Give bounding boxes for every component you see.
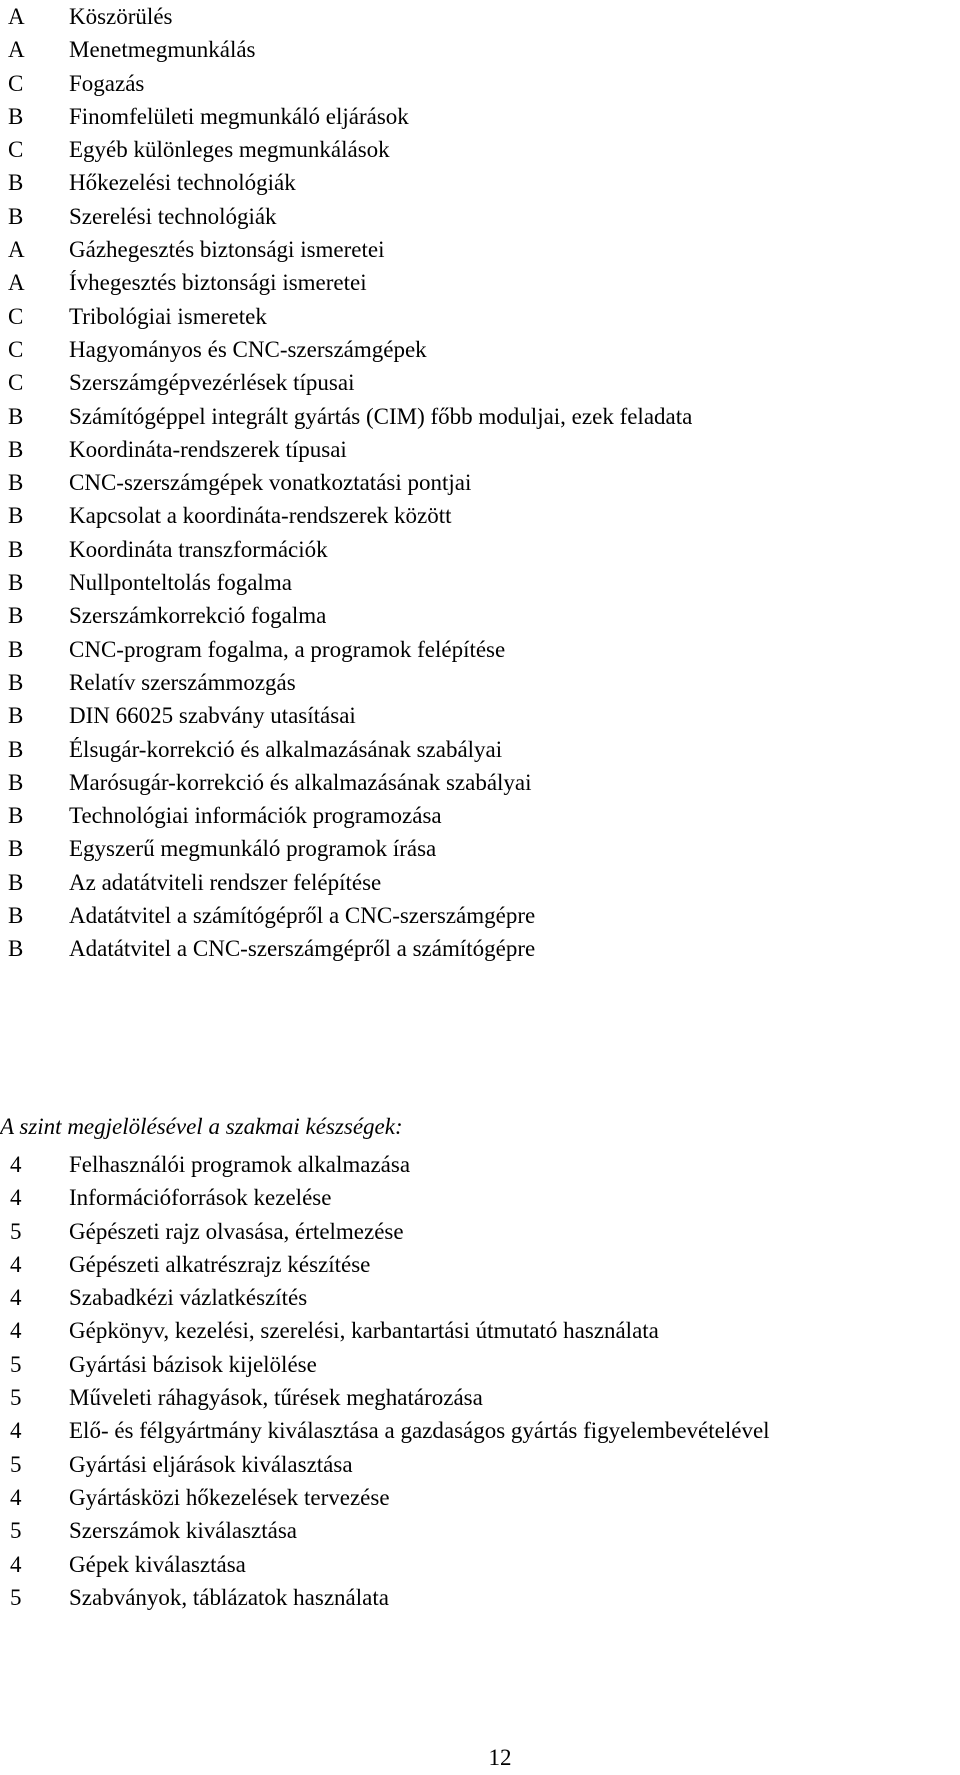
skill-text: Szabadkézi vázlatkészítés	[69, 1285, 308, 1311]
skill-row	[0, 1381, 960, 1414]
skill-text: Gyártási eljárások kiválasztása	[69, 1451, 353, 1477]
skill-row	[0, 1314, 960, 1347]
topic-row	[0, 699, 960, 732]
skill-text: Felhasználói programok alkalmazása	[69, 1152, 411, 1177]
topic-row	[0, 33, 960, 66]
topic-row	[0, 366, 960, 399]
skill-level: 4	[10, 1418, 22, 1444]
topic-row	[0, 466, 960, 499]
topic-row	[0, 633, 960, 666]
topic-level: A	[8, 4, 25, 29]
topic-row	[0, 533, 960, 566]
page-number: 12	[488, 1745, 512, 1770]
topic-level: A	[8, 237, 25, 263]
skill-row	[0, 1281, 960, 1314]
topic-level: B	[8, 836, 24, 862]
topic-row	[0, 599, 960, 632]
skill-text: Elő- és félgyártmány kiválasztása a gazdaságos gyártás figyelembevételével	[69, 1418, 770, 1444]
skill-level: 5	[10, 1518, 22, 1544]
topic-text: Fogazás	[69, 70, 145, 96]
skill-row	[0, 1414, 960, 1447]
skills-list	[0, 1148, 960, 1614]
topic-level: A	[8, 270, 25, 296]
topic-row	[0, 0, 960, 33]
topic-text: Nullponteltolás fogalma	[69, 570, 292, 596]
topic-text: Finomfelületi megmunkáló eljárások	[69, 103, 409, 129]
topic-text: Adatátvitel a számítógépről a CNC-szerszámgépre	[69, 903, 536, 929]
skill-text: Gépészeti rajz olvasása, értelmezése	[69, 1218, 404, 1244]
topic-level: B	[8, 869, 24, 895]
skill-level: 5	[10, 1385, 22, 1411]
topic-text: DIN 66025 szabvány utasításai	[69, 703, 356, 729]
topic-text: Szerelési technológiák	[69, 203, 277, 229]
skill-row	[0, 1481, 960, 1514]
topic-text: Koordináta-rendszerek típusai	[69, 436, 347, 462]
skill-level: 4	[10, 1551, 22, 1577]
topic-level: A	[8, 37, 25, 63]
topic-level: B	[8, 103, 24, 129]
skill-text: Műveleti ráhagyások, tűrések meghatározása	[69, 1385, 483, 1411]
topic-row	[0, 400, 960, 433]
topic-text: CNC-szerszámgépek vonatkoztatási pontjai	[69, 470, 472, 496]
topic-text: Marósugár-korrekció és alkalmazásának szabályai	[69, 769, 532, 795]
topic-row	[0, 133, 960, 166]
skill-level: 5	[10, 1451, 22, 1477]
topic-text: Az adatátviteli rendszer felépítése	[69, 869, 382, 895]
topic-row	[0, 932, 960, 965]
topic-row	[0, 499, 960, 532]
skill-level: 5	[10, 1351, 22, 1377]
topic-level: C	[8, 303, 24, 329]
topic-text: Egyéb különleges megmunkálások	[69, 137, 390, 163]
topic-row	[0, 333, 960, 366]
topic-row	[0, 300, 960, 333]
topic-row	[0, 433, 960, 466]
topic-text: Szerszámkorrekció fogalma	[69, 603, 327, 629]
skill-level: 4	[10, 1152, 22, 1177]
topic-row	[0, 166, 960, 199]
topic-text: Menetmegmunkálás	[69, 37, 256, 63]
skill-level: 4	[10, 1285, 22, 1311]
skill-row	[0, 1181, 960, 1214]
topic-row	[0, 100, 960, 133]
skills-section-heading: A szint megjelölésével a szakmai készségek:	[0, 1114, 403, 1139]
topic-level: B	[8, 470, 24, 496]
skill-text: Információforrások kezelése	[69, 1185, 332, 1211]
topic-text: Relatív szerszámmozgás	[69, 669, 296, 695]
skill-text: Gyártási bázisok kijelölése	[69, 1351, 317, 1377]
topic-row	[0, 766, 960, 799]
topic-level: C	[8, 370, 24, 396]
topic-row	[0, 832, 960, 865]
skill-text: Szabványok, táblázatok használata	[69, 1584, 389, 1610]
topic-level: B	[8, 703, 24, 729]
skill-row	[0, 1448, 960, 1481]
topic-text: Hőkezelési technológiák	[69, 170, 296, 196]
topic-row	[0, 733, 960, 766]
skill-level: 4	[10, 1251, 22, 1277]
topic-row	[0, 200, 960, 233]
topic-level: B	[8, 669, 24, 695]
topic-level: B	[8, 570, 24, 596]
topic-text: Koordináta transzformációk	[69, 536, 328, 562]
topic-level: B	[8, 436, 24, 462]
topic-text: Technológiai információk programozása	[69, 803, 442, 829]
topic-level: B	[8, 803, 24, 829]
topic-level: B	[8, 536, 24, 562]
topic-row	[0, 799, 960, 832]
topic-text: Egyszerű megmunkáló programok írása	[69, 836, 437, 862]
topic-row	[0, 566, 960, 599]
topic-text: Számítógéppel integrált gyártás (CIM) főbb moduljai, ezek feladata	[69, 403, 693, 429]
topic-level: B	[8, 636, 24, 662]
topic-level: B	[8, 603, 24, 629]
topic-level: B	[8, 903, 24, 929]
topic-text: Köszörülés	[69, 4, 173, 29]
topic-text: Szerszámgépvezérlések típusai	[69, 370, 355, 396]
topic-text: Gázhegesztés biztonsági ismeretei	[69, 237, 385, 263]
skill-text: Gépkönyv, kezelési, szerelési, karbantartási útmutató használata	[69, 1318, 659, 1344]
skill-row	[0, 1548, 960, 1581]
skill-row	[0, 1248, 960, 1281]
topic-level: C	[8, 137, 24, 163]
topic-row	[0, 67, 960, 100]
skill-text: Gépészeti alkatrészrajz készítése	[69, 1251, 371, 1277]
topic-text: Hagyományos és CNC-szerszámgépek	[69, 336, 427, 362]
topic-row	[0, 899, 960, 932]
topic-text: Kapcsolat a koordináta-rendszerek között	[69, 503, 452, 529]
skill-row	[0, 1215, 960, 1248]
topic-level: C	[8, 336, 24, 362]
skill-row	[0, 1148, 960, 1181]
skill-level: 5	[10, 1584, 22, 1610]
skill-level: 4	[10, 1318, 22, 1344]
topic-level: B	[8, 170, 24, 196]
topic-text: Ívhegesztés biztonsági ismeretei	[69, 270, 367, 296]
skill-row	[0, 1581, 960, 1614]
topic-level: B	[8, 769, 24, 795]
skill-row	[0, 1514, 960, 1547]
topic-level: C	[8, 70, 24, 96]
skill-text: Gyártásközi hőkezelések tervezése	[69, 1484, 390, 1510]
topic-row	[0, 266, 960, 299]
topic-text: Tribológiai ismeretek	[69, 303, 267, 329]
topic-level: B	[8, 736, 24, 762]
topic-text: Élsugár-korrekció és alkalmazásának szabályai	[69, 736, 503, 762]
topic-row	[0, 866, 960, 899]
topic-text: CNC-program fogalma, a programok felépítése	[69, 636, 506, 662]
topic-row	[0, 666, 960, 699]
topic-level: B	[8, 503, 24, 529]
skill-row	[0, 1348, 960, 1381]
skill-level: 4	[10, 1484, 22, 1510]
skill-text: Gépek kiválasztása	[69, 1551, 246, 1577]
skill-level: 4	[10, 1185, 22, 1211]
skill-level: 5	[10, 1218, 22, 1244]
topic-level: B	[8, 936, 24, 962]
topic-level: B	[8, 203, 24, 229]
skill-text: Szerszámok kiválasztása	[69, 1518, 297, 1544]
topic-text: Adatátvitel a CNC-szerszámgépről a számítógépre	[69, 936, 536, 962]
topic-row	[0, 233, 960, 266]
topic-level: B	[8, 403, 24, 429]
